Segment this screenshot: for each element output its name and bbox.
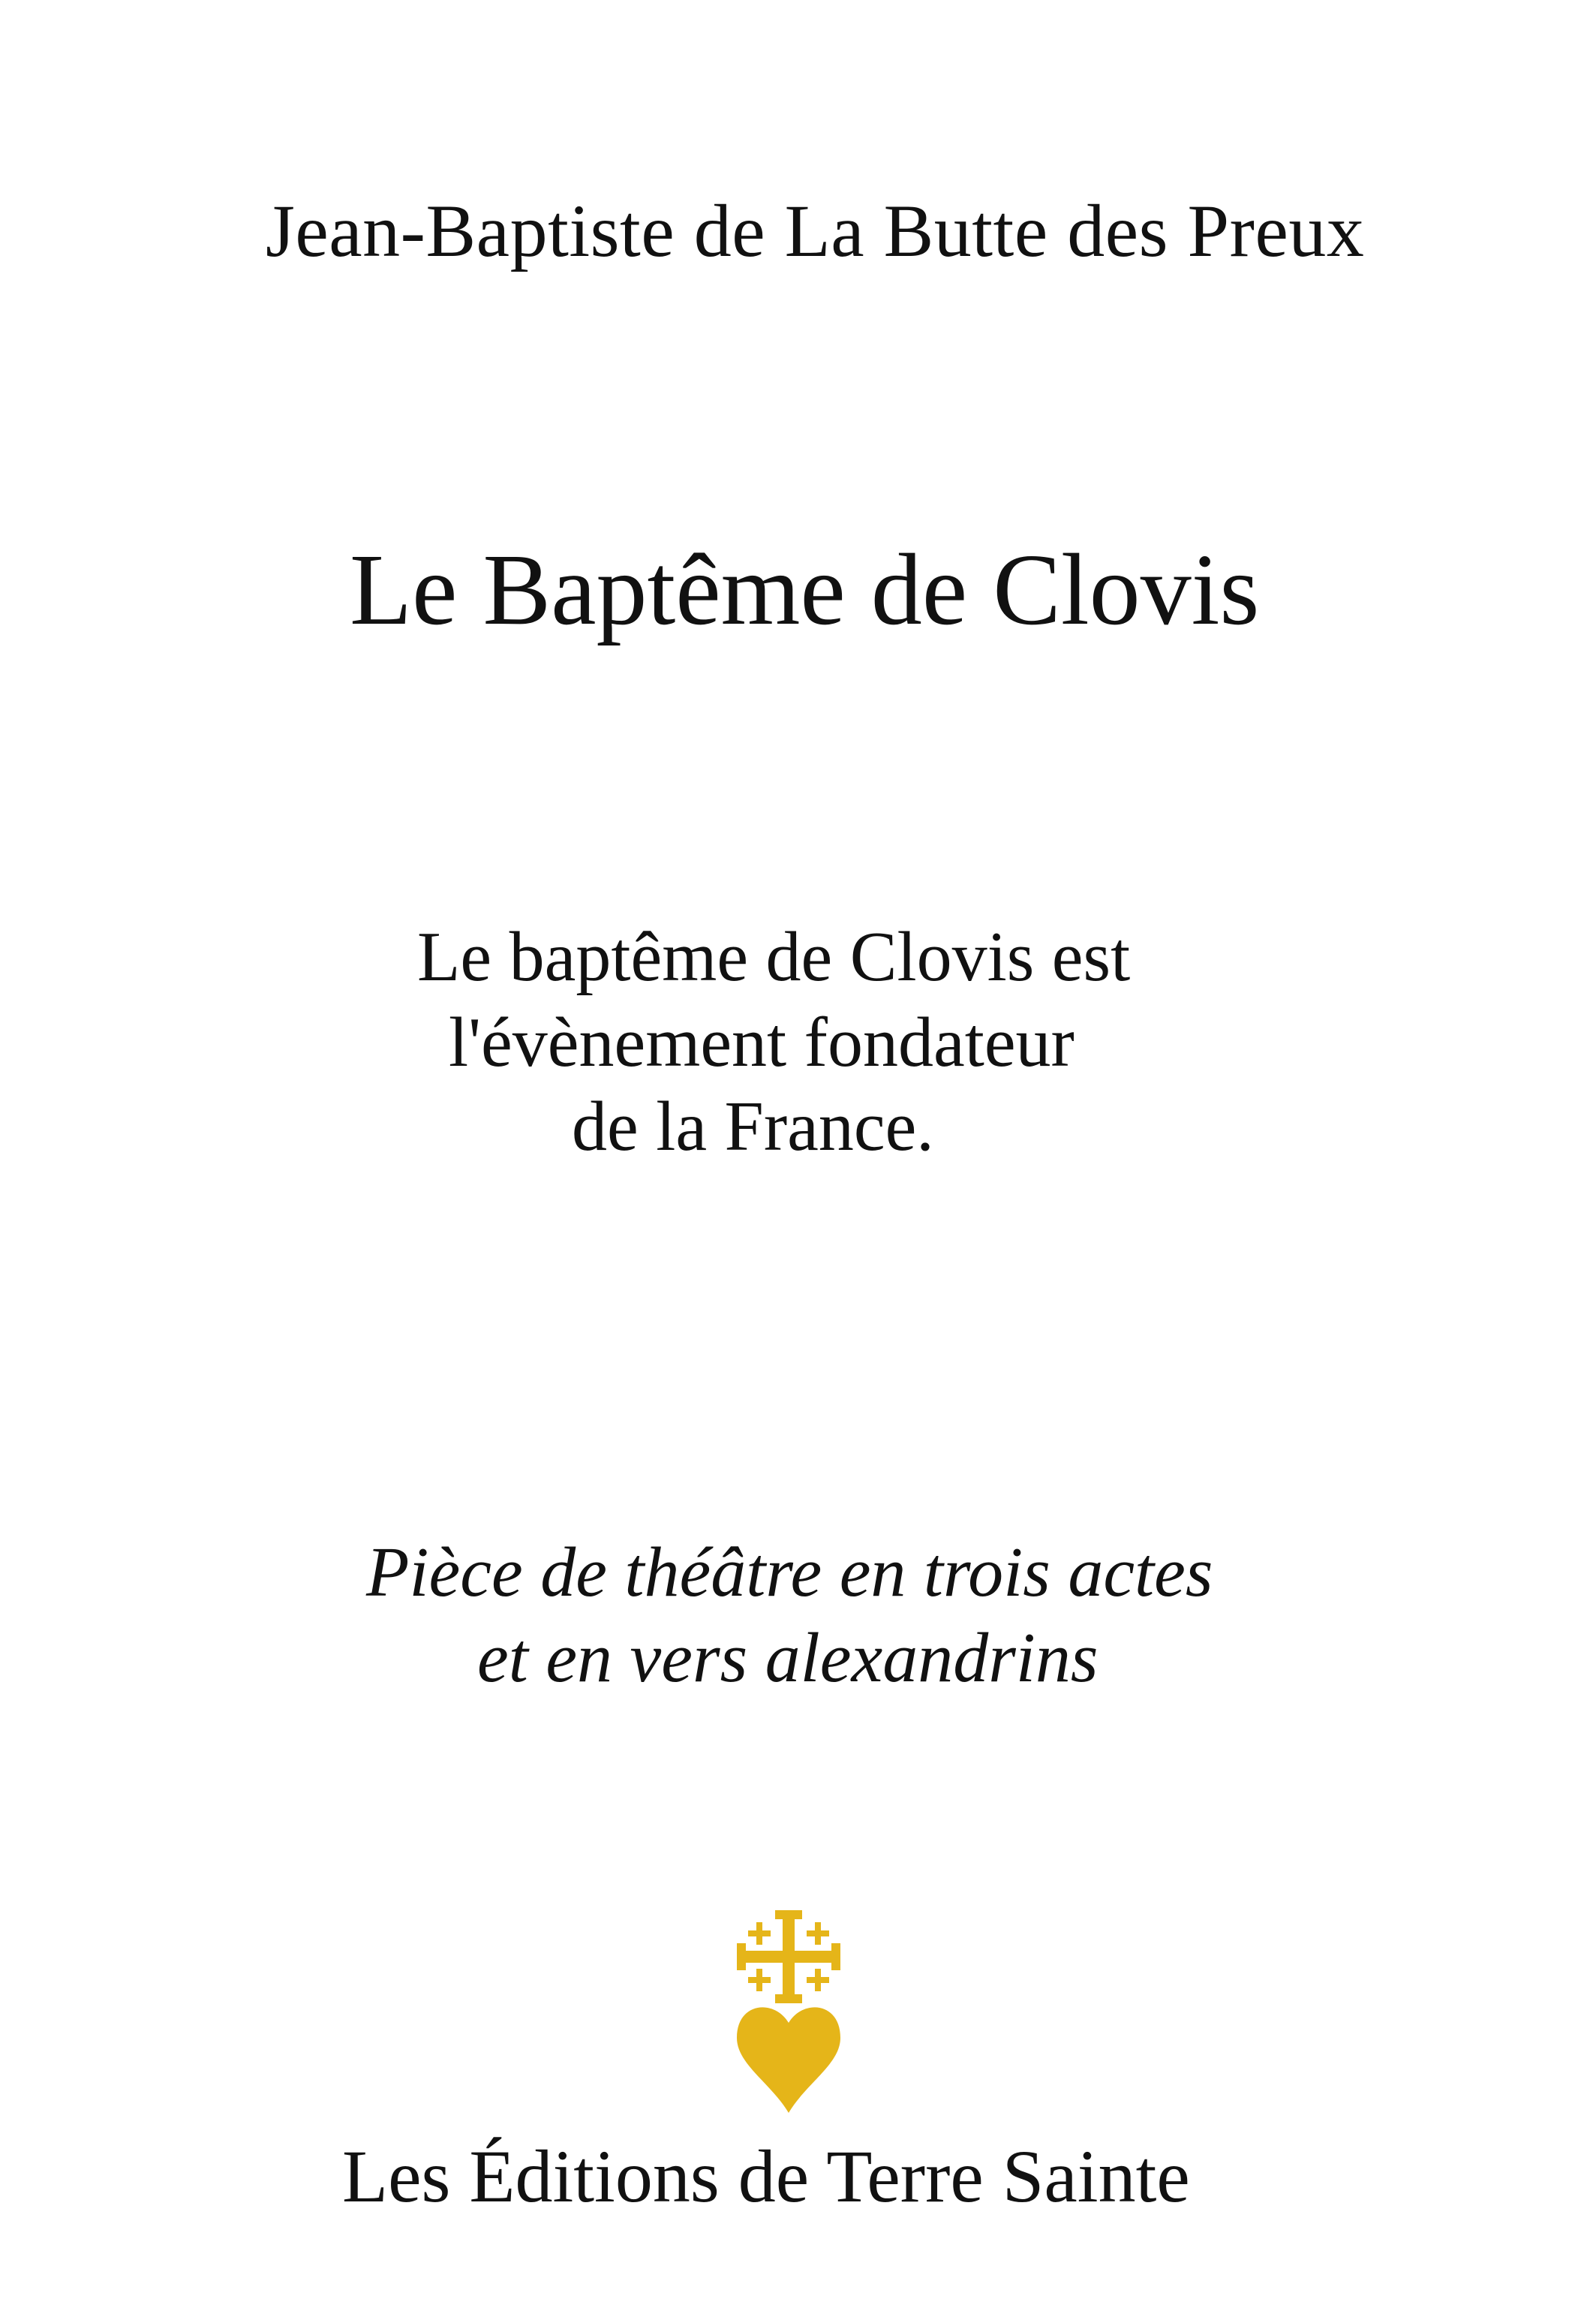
author-name: Jean-Baptiste de La Butte des Preux	[266, 189, 1365, 272]
jerusalem-cross-sacred-heart-icon	[737, 1910, 840, 2113]
description-line-1: Le baptême de Clovis est	[417, 918, 1131, 996]
book-title: Le Baptême de Clovis	[350, 534, 1260, 646]
subtitle-line-2: et en vers alexandrins	[477, 1619, 1099, 1697]
description-line-3: de la France.	[572, 1088, 934, 1166]
subtitle-line-1: Pièce de théâtre en trois actes	[366, 1533, 1213, 1611]
description-line-2: l'évènement fondateur	[449, 1004, 1075, 1082]
publisher-name: Les Éditions de Terre Sainte	[342, 2135, 1190, 2218]
